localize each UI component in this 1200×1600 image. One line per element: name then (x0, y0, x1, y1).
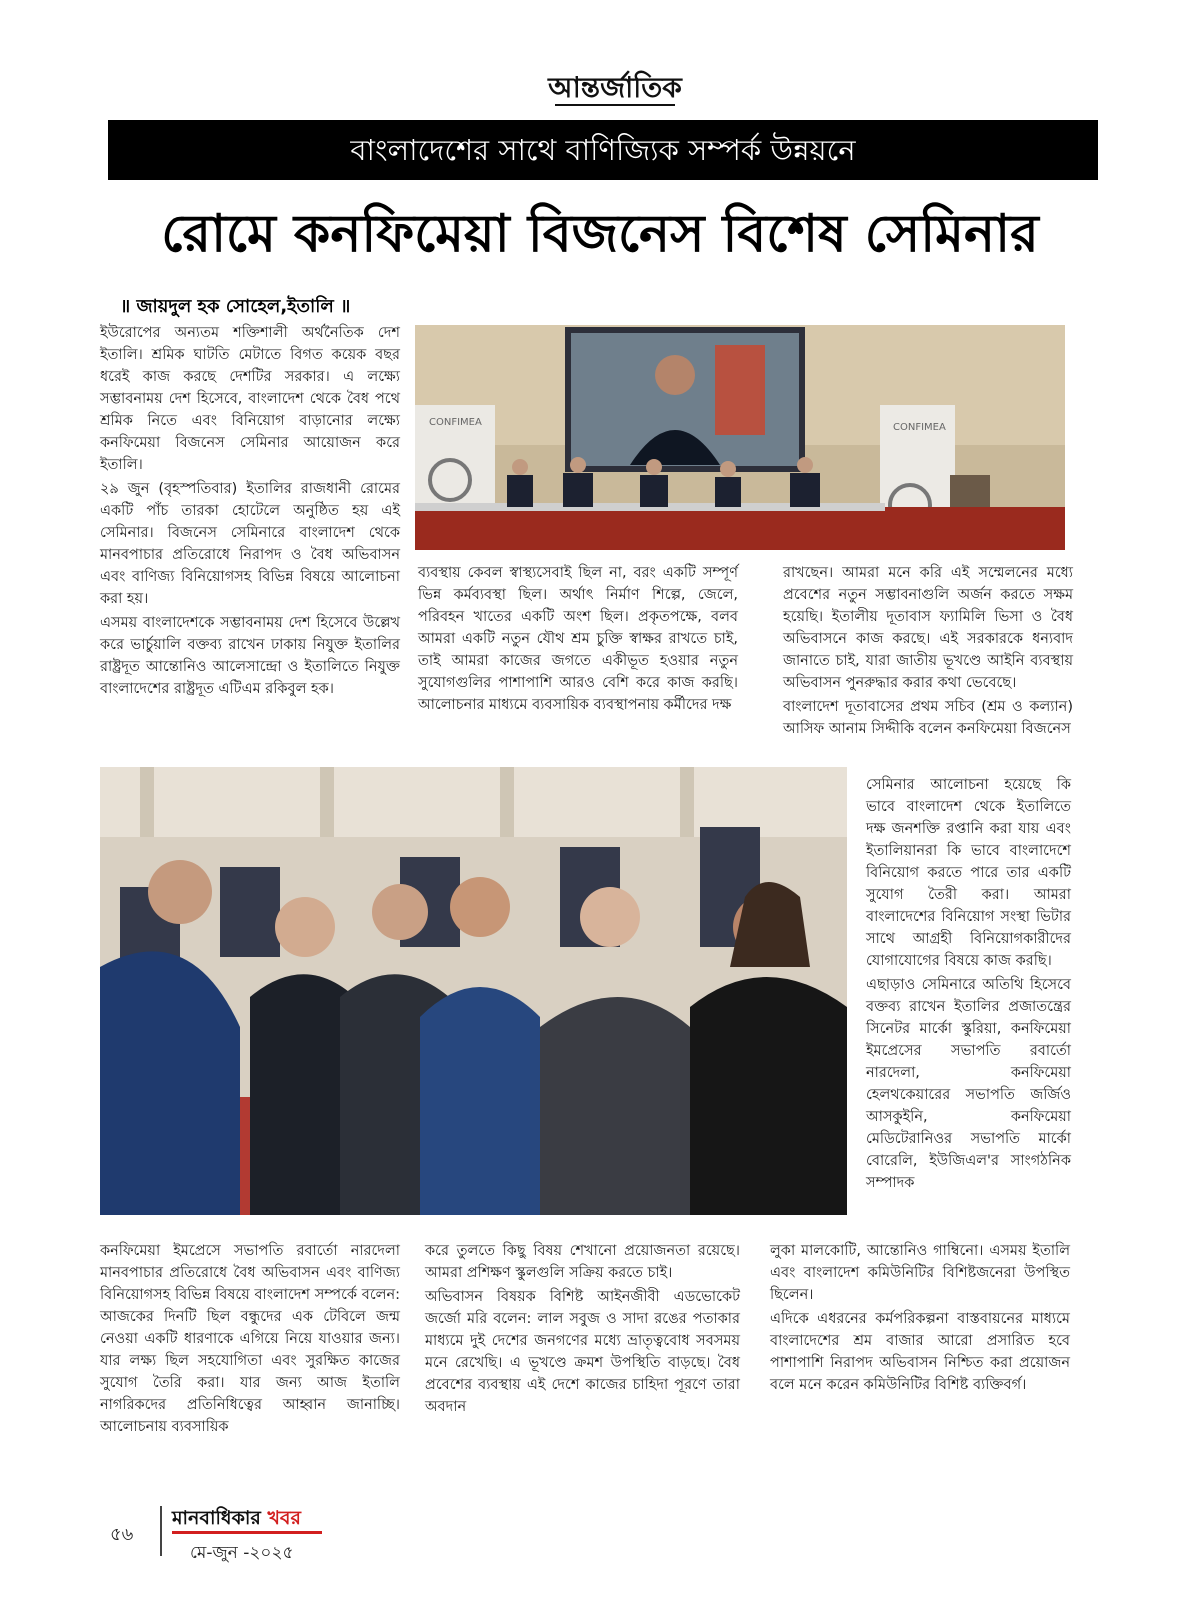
brand-main: মানবাধিকার (172, 1507, 261, 1529)
logo-text: CONFIMEA (893, 422, 946, 433)
paragraph: এদিকে এধরনের কর্মপরিকল্পনা বাস্তবায়নের মাধ্যমে বাংলাদেশের শ্রম বাজার আরো প্রসারিত হবে পাশাপাশি নিরাপদ অভিবাসন নিশ্চিত করা প্রয়োজন বলে মনে করেন কমিউনিটির বিশিষ্ট ব্যক্তিবর্গ। (770, 1311, 1070, 1393)
paragraph: বাংলাদেশ দূতাবাসের প্রথম সচিব (শ্রম ও কল্যান) আসিফ আনাম সিদ্দীকি বলেন কনফিমেয়া বিজনেস (783, 699, 1073, 737)
column-right-top (783, 562, 1073, 742)
photo-audience (100, 767, 847, 1215)
paragraph: এসময় বাংলাদেশকে সম্ভাবনাময় দেশ হিসেবে উল্লেখ করে ভার্চুয়ালি বক্তব্য রাখেন ঢাকায় নিযুক্ত ইতালির রাষ্ট্রদূত আন্তোনিও আলেসান্দ্রো ও ইতালিতে নিযুক্ত বাংলাদেশের রাষ্ট্রদূত এটিএম রকিবুল হক। (100, 615, 400, 697)
page-number: ৫৬ (110, 1524, 134, 1545)
section-underline (555, 104, 675, 106)
paragraph: এছাড়াও সেমিনারে অতিথি হিসেবে বক্তব্য রাখেন ইতালির প্রজাতন্ত্রের সিনেটর মার্কো স্কুরিয়া, কনফিমেয়া ইমপ্রেসের সভাপতি রবার্তো নারদেলা, কনফিমেয়া হেলথকেয়ারের সভাপতি জর্জিও আসকুইনি, কনফিমেয়া মেডিটেরানিওর সভাপতি মার্কো বোরেলি, ইউজিএল'র সাংগঠনিক সম্পাদক (866, 977, 1071, 1191)
kicker-bar: বাংলাদেশের সাথে বাণিজ্যিক সম্পর্ক উন্নয়নে (108, 120, 1098, 180)
column-middle-bottom (425, 1240, 740, 1420)
byline: ॥ জায়দুল হক সোহেল,ইতালি ॥ (120, 296, 351, 317)
issue-date: মে-জুন -২০২৫ (190, 1543, 294, 1563)
section-label: আন্তর্জাতিক (548, 71, 682, 104)
column-right-middle (866, 774, 1071, 1196)
paragraph: ব্যবস্থায় কেবল স্বাস্থ্যসেবাই ছিল না, বরং একটি সম্পূর্ণ ভিন্ন কর্মব্যবস্থা ছিল। অর্থাৎ নির্মাণ শিল্পে, জেলে, পরিবহন খাতের একটি অংশ ছিল। প্রকৃতপক্ষে, বলব আমরা একটি নতুন যৌথ শ্রম চুক্তি স্বাক্ষর রাখতে চাই, তাই আমরা কাজের জগতে একীভূত হওয়ার নতুন সুযোগগুলির পাশাপাশি আরও বেশি করে কাজ করছি। আলোচনার মাধ্যমে ব্যবসায়িক ব্যবস্থাপনায় কর্মীদের দক্ষ (418, 565, 738, 713)
paragraph: করে তুলতে কিছু বিষয় শেখানো প্রয়োজনতা রয়েছে। আমরা প্রশিক্ষণ স্কুলগুলি সক্রিয় করতে চাই। (425, 1243, 740, 1281)
column-left-top (100, 322, 400, 702)
paragraph: সেমিনার আলোচনা হয়েছে কি ভাবে বাংলাদেশ থেকে ইতালিতে দক্ষ জনশক্তি রপ্তানি করা যায় এবং ইতালিয়ানরা কি ভাবে বাংলাদেশে বিনিয়োগ করতে পারে তার একটি সুযোগ তৈরী করা। আমরা বাংলাদেশের বিনিয়োগ সংস্থা ভিটার সাথে আগ্রহী বিনিয়োগকারীদের যোগাযোগের বিষয়ে কাজ করছি। (866, 777, 1071, 969)
brand-underline (172, 1531, 322, 1534)
column-middle-top (418, 562, 738, 718)
paragraph: ইউরোপের অন্যতম শক্তিশালী অর্থনৈতিক দেশ ইতালি। শ্রমিক ঘাটতি মেটাতে বিগত কয়েক বছর ধরেই কাজ করছে দেশটির সরকার। এ লক্ষ্যে সম্ভাবনাময় দেশ হিসেবে, বাংলাদেশ থেকে বৈধ পথে শ্রমিক নিতে এবং বিনিয়োগ বাড়ানোর লক্ষ্যে কনফিমেয়া বিজনেস সেমিনার আয়োজন করে ইতালি। (100, 325, 400, 473)
photo-seminar-panel (415, 325, 1065, 550)
column-left-bottom (100, 1240, 400, 1440)
paragraph: লুকা মালকোটি, আন্তোনিও গাম্বিনো। এসময় ইতালি এবং বাংলাদেশ কমিউনিটির বিশিষ্টজনেরা উপস্থিত ছিলেন। (770, 1243, 1070, 1303)
brand-accent: খবর (267, 1507, 301, 1529)
headline: রোমে কনফিমেয়া বিজনেস বিশেষ সেমিনার (161, 204, 1039, 264)
logo-text: CONFIMEA (429, 417, 482, 428)
paragraph: কনফিমেয়া ইমপ্রেসে সভাপতি রবার্তো নারদেলা মানবপাচার প্রতিরোধে বৈধ অভিবাসন এবং বাণিজ্য বিনিয়োগসহ বিভিন্ন বিষয়ে বাংলাদেশ সম্পর্কে বলেন: আজকের দিনটি ছিল বন্ধুদের এক টেবিলে জন্ম নেওয়া একটি ধারণাকে এগিয়ে নিয়ে যাওয়ার জন্য। যার লক্ষ্য ছিল সহযোগিতা এবং সুরক্ষিত কাজের সুযোগ তৈরি করা। যার জন্য আজ ইতালি নাগরিকদের প্রতিনিধিত্বের আহ্বান জানাচ্ছি। আলোচনায় ব্যবসায়িক (100, 1243, 400, 1435)
paragraph: ২৯ জুন (বৃহস্পতিবার) ইতালির রাজধানী রোমের একটি পাঁচ তারকা হোটেলে অনুষ্ঠিত হয় এই সেমিনার। বিজনেস সেমিনারে বাংলাদেশ থেকে মানবপাচার প্রতিরোধে নিরাপদ ও বৈধ অভিবাসন এবং বাণিজ্য বিনিয়োগসহ বিভিন্ন বিষয়ে আলোচনা করা হয়। (100, 481, 400, 607)
column-right-bottom (770, 1240, 1070, 1398)
footer-divider (160, 1506, 162, 1556)
paragraph: অভিবাসন বিষয়ক বিশিষ্ট আইনজীবী এডভোকেট জর্জো মরি বলেন: লাল সবুজ ও সাদা রঙের পতাকার মাধ্যমে দুই দেশের জনগণের মধ্যে ভ্রাতৃত্ববোধ সবসময় মনে রেখেছি। এ ভূখণ্ডে ক্রমশ উপস্থিতি বাড়ছে। বৈধ প্রবেশের ব্যবস্থায় এই দেশে কাজের চাহিদা পূরণে তারা অবদান (425, 1289, 740, 1415)
paragraph: রাখছেন। আমরা মনে করি এই সম্মেলনের মধ্যে প্রবেশের নতুন সম্ভাবনাগুলি অর্জন করতে সক্ষম হয়েছি। ইতালীয় দূতাবাস ফ্যামিলি ভিসা ও বৈধ অভিবাসনে কাজ করছে। এই সরকারকে ধন্যবাদ জানাতে চাই, যারা জাতীয় ভূখণ্ডে আইনি ব্যবস্থায় অভিবাসন পুনরুদ্ধার করার কথা ভেবেছে। (783, 565, 1073, 691)
